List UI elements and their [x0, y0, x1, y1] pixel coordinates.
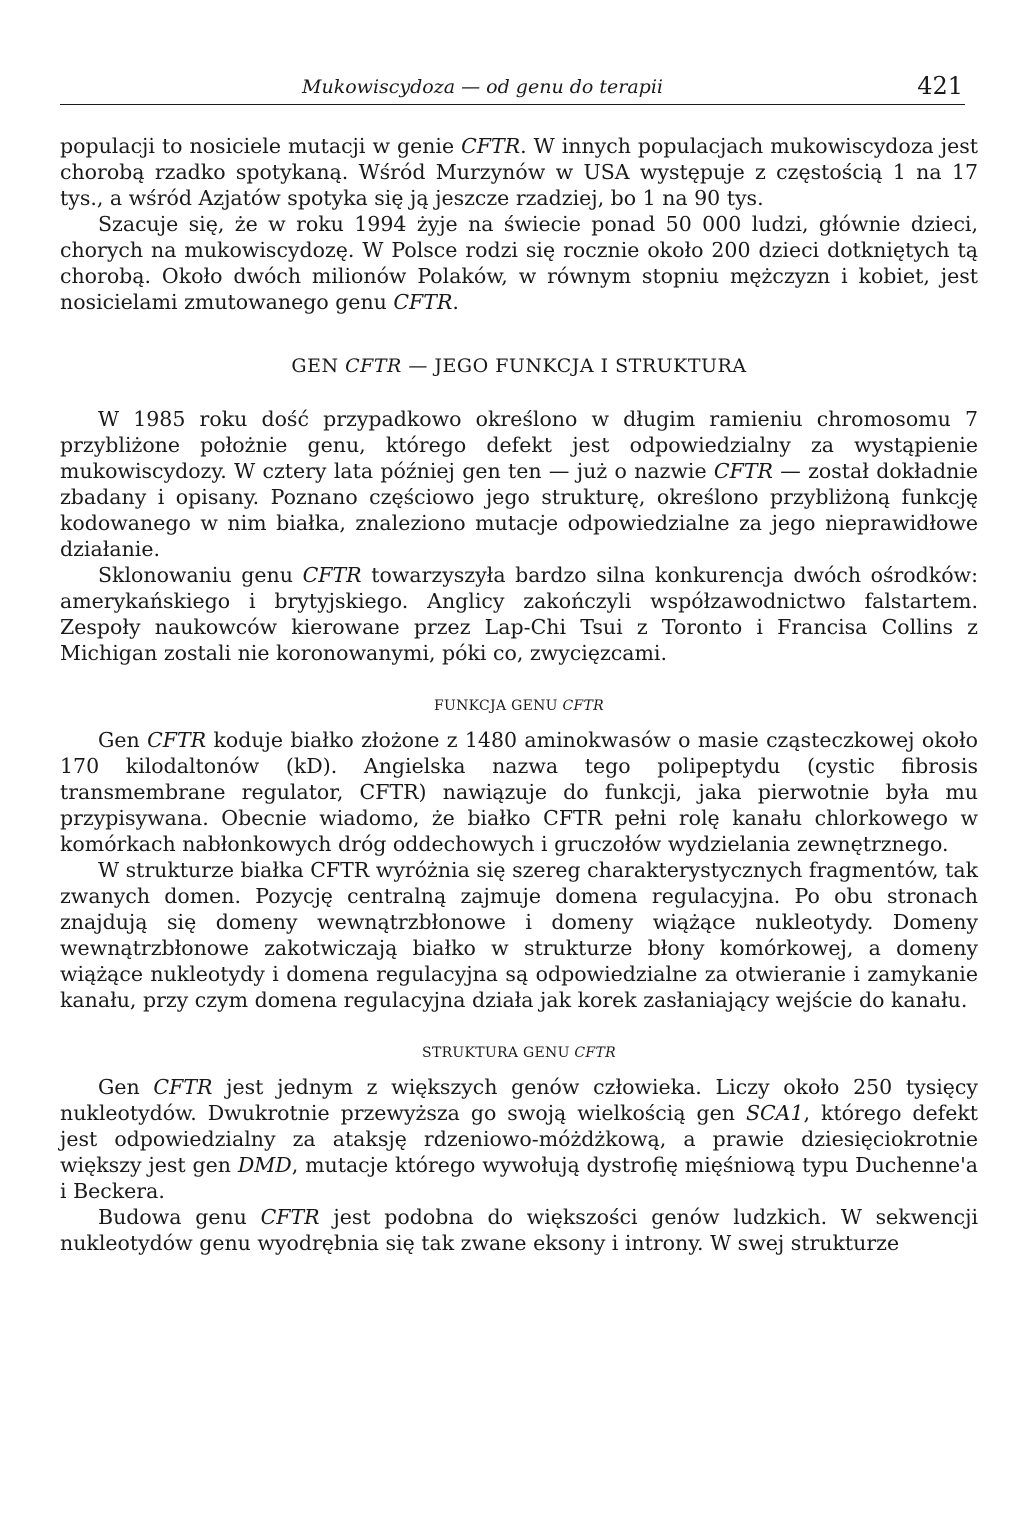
- gene-name: CFTR: [713, 459, 773, 483]
- page-number: 421: [917, 72, 963, 100]
- paragraph: W 1985 roku dość przypadkowo określono w długim ramieniu chromosomu 7 przybliżone położnie genu, którego defekt jest odpowiedzialny za wystąpienie mukowiscydozy. W cztery lata później gen ten — już o nazwie CFTR — został dokładnie zbadany i opisany. Poznano częściowo jego strukturę, określono przybliżoną funkcję kodowanego w nim białka, znaleziono mutacje odpowiedzialne za jego nieprawidłowe działanie.: [60, 407, 978, 561]
- running-header: [60, 72, 965, 105]
- subsection-heading: STRUKTURA GENU CFTR: [422, 1045, 616, 1061]
- gene-name: CFTR: [153, 1075, 213, 1099]
- gene-name: CFTR: [461, 134, 521, 158]
- section-heading: GEN CFTR — JEGO FUNKCJA I STRUKTURA: [291, 355, 747, 377]
- paragraph: Budowa genu CFTR jest podobna do większości genów ludzkich. W sekwencji nukleotydów genu wyodrębnia się tak zwane eksony i introny. W swej strukturze: [60, 1205, 979, 1255]
- paragraph: populacji to nosiciele mutacji w genie CFTR. W innych populacjach mukowiscydoza jest chorobą rzadko spotykaną. Wśród Murzynów w USA występuje z częstością 1 na 17 tys., a wśród Azjatów spotyka się ją jeszcze rzadziej, bo 1 na 90 tys.: [60, 134, 978, 210]
- gene-name: CFTR: [302, 563, 362, 587]
- gene-name: CFTR: [562, 698, 605, 714]
- gene-name: CFTR: [147, 728, 207, 752]
- gene-name: SCA1: [745, 1101, 804, 1125]
- paragraph: Gen CFTR koduje białko złożone z 1480 aminokwasów o masie cząsteczkowej około 170 kilodaltonów (kD). Angielska nazwa tego polipeptydu (cystic fibrosis transmembrane regulator, CFTR) nawiązuje do funkcji, jaka pierwotnie była mu przypisywana. Obecnie wiadomo, że białko CFTR pełni rolę kanału chlorkowego w komórkach nabłonkowych dróg oddechowych i gruczołów wydzielania zewnętrznego.: [60, 728, 978, 856]
- gene-name: CFTR: [574, 1045, 616, 1061]
- paragraph: Gen CFTR jest jednym z większych genów człowieka. Liczy około 250 tysięcy nukleotydów. Dwukrotnie przewyższa go swoją wielkością gen SCA1, którego defekt jest odpowiedzialny za ataksję rdzeniowo-móżdżkową, a prawie dziesięciokrotnie większy jest gen DMD, mutacje którego wywołują dystrofię mięśniową typu Duchenne'a i Beckera.: [60, 1075, 979, 1203]
- paragraph: Sklonowaniu genu CFTR towarzyszyła bardzo silna konkurencja dwóch ośrodków: amerykańskiego i brytyjskiego. Anglicy zakończyli współzawodnictwo falstartem. Zespoły naukowców kierowane przez Lap-Chi Tsui z Toronto i Francisa Collins z Michigan zostali nie koronowanymi, póki co, zwycięzcami.: [60, 563, 978, 665]
- paragraph: W strukturze białka CFTR wyróżnia się szereg charakterystycznych fragmentów, tak zwanych domen. Pozycję centralną zajmuje domena regulacyjna. Po obu stronach znajdują się domeny wewnątrzbłonowe i domeny wiążące nukleotydy. Domeny wewnątrzbłonowe zakotwiczają białko w strukturze błony komórkowej, a domeny wiążące nukleotydy i domena regulacyjna są odpowiedzialne za otwieranie i zamykanie kanału, przy czym domena regulacyjna działa jak korek zasłaniający wejście do kanału.: [60, 858, 978, 1012]
- gene-name: DMD: [237, 1153, 292, 1177]
- page-body: [60, 133, 978, 1256]
- subsection-heading: FUNKCJA GENU CFTR: [433, 698, 605, 714]
- header-title: Mukowiscydoza — od genu do terapii: [302, 76, 663, 98]
- gene-name: CFTR: [260, 1205, 320, 1229]
- gene-name: CFTR: [345, 355, 402, 377]
- gene-name: CFTR: [393, 290, 453, 314]
- paragraph: Szacuje się, że w roku 1994 żyje na świecie ponad 50 000 ludzi, głównie dzieci, chorych na mukowiscydozę. W Polsce rodzi się rocznie około 200 dzieci dotkniętych tą chorobą. Około dwóch milionów Polaków, w równym stopniu mężczyzn i kobiet, jest nosicielami zmutowanego genu CFTR.: [60, 212, 978, 314]
